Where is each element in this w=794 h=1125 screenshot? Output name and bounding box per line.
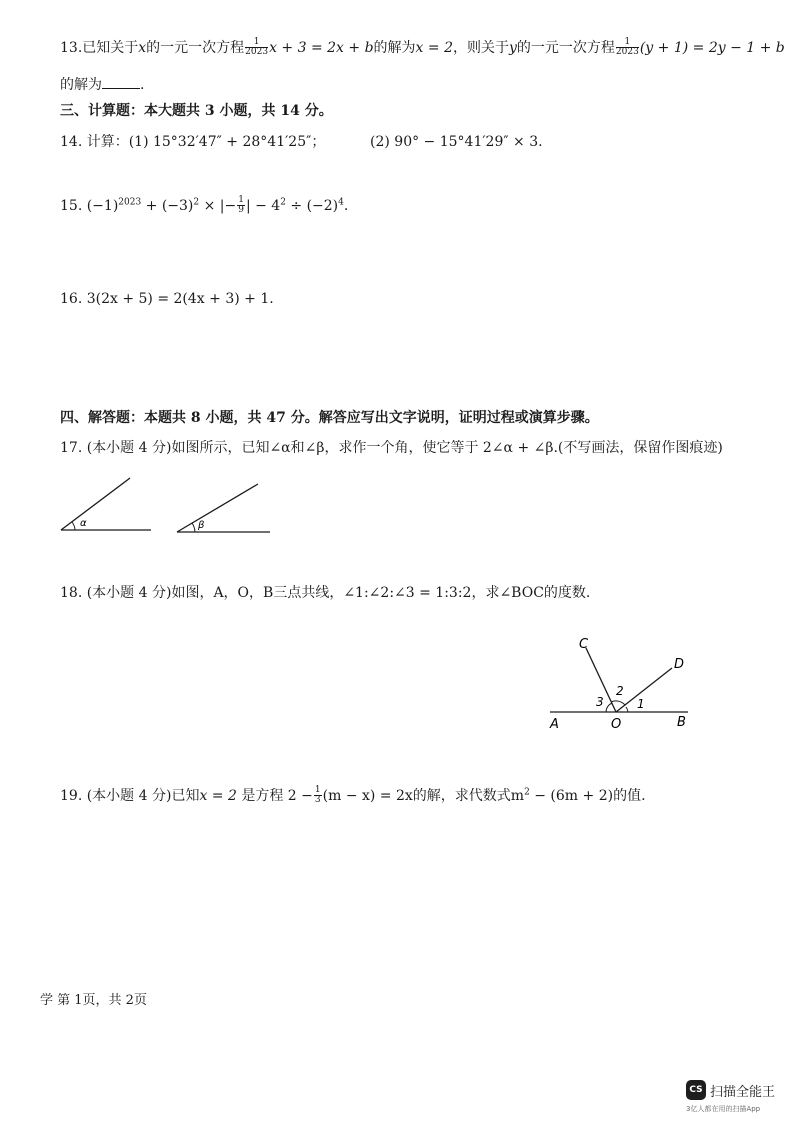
- fraction-1-3: $\frac{1}{3}$: [314, 785, 321, 806]
- section-4-heading: 四、解答题：本题共 8 小题，共 47 分。解答应写出文字说明，证明过程或演算步骤。: [60, 410, 599, 426]
- beta-label: β: [198, 520, 205, 531]
- question-14-part2: (2) 90° − 15°41′29″ × 3.: [370, 134, 543, 150]
- alpha-label: α: [80, 518, 87, 529]
- question-14-part1: 14. 计算：(1) 15°32′47″ + 28°41′25″；: [60, 134, 326, 150]
- angle-figure: [55, 470, 285, 540]
- answer-blank[interactable]: [102, 76, 140, 89]
- label-A: A: [550, 717, 559, 732]
- label-angle-2: 2: [616, 684, 624, 698]
- label-angle-1: 1: [637, 697, 645, 711]
- question-17: 17. (本小题 4 分)如图所示，已知∠α和∠β，求作一个角，使它等于 2∠α + ∠β.(不写画法，保留作图痕迹): [60, 440, 723, 456]
- camscanner-logo-icon: CS: [686, 1080, 706, 1100]
- question-13: 13.已知关于x的一元一次方程 $\frac{1}{2023}$ x + 3 = 2x + b的解为x = 2，则关于y的一元一次方程 $\frac{1}{2023}$ (y + 1) = 2y − 1 + b: [60, 37, 785, 58]
- line-angles-figure: [540, 628, 700, 734]
- fraction-1-9: $\frac{1}{9}$: [238, 195, 244, 216]
- label-O: O: [611, 717, 622, 732]
- label-B: B: [677, 715, 686, 730]
- angle-beta: [177, 484, 270, 532]
- scanner-name: 扫描全能王: [710, 1085, 776, 1100]
- scanner-tagline: 3亿人都在用的扫描App: [686, 1105, 761, 1113]
- page-footer: 学 第 1页，共 2页: [40, 993, 147, 1008]
- question-13-answer-line: 的解为 .: [60, 77, 145, 93]
- fraction-1-2023: $\frac{1}{2023}$: [245, 37, 269, 58]
- question-16: 16. 3(2x + 5) = 2(4x + 3) + 1.: [60, 291, 274, 307]
- fraction-1-2023-b: $\frac{1}{2023}$: [615, 37, 639, 58]
- section-3-heading: 三、计算题：本大题共 3 小题，共 14 分。: [60, 103, 333, 119]
- scanner-watermark: [686, 1080, 786, 1116]
- label-angle-3: 3: [596, 695, 604, 709]
- question-18: 18. (本小题 4 分)如图，A，O，B三点共线，∠1:∠2:∠3 = 1:3:2，求∠BOC的度数.: [60, 585, 591, 601]
- label-D: D: [674, 657, 685, 672]
- angle-alpha: [61, 478, 151, 530]
- label-C: C: [579, 637, 589, 652]
- question-19: 19. (本小题 4 分)已知x = 2 是方程 2 − $\frac{1}{3}$ (m − x) = 2x的解，求代数式$m^2 - (6m + 2)$的值.: [60, 785, 646, 806]
- question-15: 15. $(-1)^{2023} + (-3)^2$ × |− $\frac{1}{9}$ | − $4^2 \div (-2)^4$.: [60, 195, 349, 216]
